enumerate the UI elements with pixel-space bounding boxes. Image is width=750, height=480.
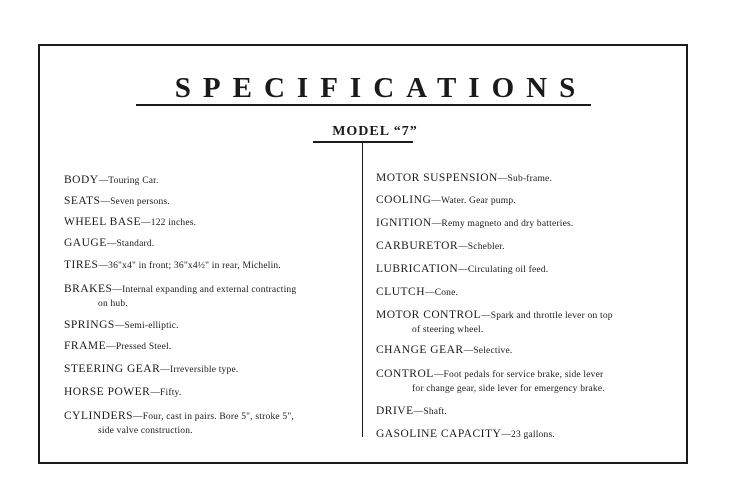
model-heading <box>0 124 750 140</box>
spec-desc: —Remy magneto and dry batteries. <box>431 219 574 229</box>
spec-continuation: side valve construction. <box>98 426 193 436</box>
spec-label: LUBRICATION <box>376 263 459 275</box>
spec-label: SPRINGS <box>64 319 115 331</box>
spec-label: WHEEL BASE <box>64 216 142 228</box>
spec-control <box>376 367 605 396</box>
spec-lubrication <box>376 262 548 277</box>
spec-desc: —Internal expanding and external contracting <box>112 285 297 295</box>
spec-desc: —Shaft. <box>413 407 447 417</box>
spec-steering-gear <box>64 362 238 377</box>
spec-label: CONTROL <box>376 368 434 380</box>
spec-gasoline-capacity <box>376 427 555 442</box>
spec-label: GAUGE <box>64 237 107 249</box>
title-underline <box>136 104 591 106</box>
spec-change-gear <box>376 343 513 358</box>
spec-seats <box>64 194 170 209</box>
spec-label: CARBURETOR <box>376 240 459 252</box>
spec-horse-power <box>64 385 181 400</box>
spec-label: BRAKES <box>64 283 113 295</box>
model-label: MODEL “7” <box>332 124 418 139</box>
spec-desc: —Irreversible type. <box>160 365 239 375</box>
spec-desc: —122 inches. <box>141 218 197 228</box>
spec-motor-suspension <box>376 171 552 186</box>
spec-desc: —Standard. <box>106 239 155 249</box>
spec-label: DRIVE <box>376 405 414 417</box>
spec-label: STEERING GEAR <box>64 363 161 375</box>
spec-desc: —Selective. <box>463 346 513 356</box>
spec-desc: —Cone. <box>425 288 459 298</box>
spec-label: CHANGE GEAR <box>376 344 464 356</box>
spec-desc: —23 gallons. <box>501 430 555 440</box>
spec-label: GASOLINE CAPACITY <box>376 428 502 440</box>
spec-desc: —Water. Gear pump. <box>431 196 516 206</box>
column-divider <box>362 143 363 437</box>
spec-body <box>64 173 159 188</box>
spec-desc: —36"x4" in front; 36"x4½" in rear, Michelin. <box>98 261 281 271</box>
spec-drive <box>376 404 447 419</box>
spec-label: MOTOR CONTROL <box>376 309 482 321</box>
spec-desc: —Foot pedals for service brake, side lever <box>433 370 604 380</box>
page-frame <box>38 44 688 464</box>
spec-desc: —Semi-elliptic. <box>114 321 179 331</box>
spec-desc: —Sub-frame. <box>497 174 553 184</box>
spec-ignition <box>376 216 573 231</box>
spec-label: TIRES <box>64 259 99 271</box>
spec-label: HORSE POWER <box>64 386 151 398</box>
spec-label: BODY <box>64 174 99 186</box>
spec-tires <box>64 258 281 273</box>
spec-desc: —Seven persons. <box>100 197 170 207</box>
spec-desc: —Four, cast in pairs. Bore 5", stroke 5", <box>133 412 294 422</box>
spec-carburetor <box>376 239 505 254</box>
spec-label: FRAME <box>64 340 107 352</box>
spec-cylinders <box>64 409 294 438</box>
model-underline <box>313 141 413 143</box>
spec-label: SEATS <box>64 195 101 207</box>
spec-cooling <box>376 193 516 208</box>
spec-desc: —Circulating oil feed. <box>458 265 549 275</box>
spec-label: MOTOR SUSPENSION <box>376 172 498 184</box>
spec-springs <box>64 318 179 333</box>
spec-continuation: of steering wheel. <box>412 325 484 335</box>
spec-label: CLUTCH <box>376 286 425 298</box>
spec-motor-control <box>376 308 613 337</box>
spec-continuation: on hub. <box>98 299 128 309</box>
spec-brakes <box>64 282 296 311</box>
spec-desc: —Touring Car. <box>98 176 159 186</box>
spec-label: COOLING <box>376 194 432 206</box>
page-title: SPECIFICATIONS <box>174 72 588 104</box>
spec-continuation: for change gear, side lever for emergency brake. <box>412 384 605 394</box>
spec-frame <box>64 339 171 354</box>
spec-desc: —Pressed Steel. <box>106 342 172 352</box>
spec-desc: —Spark and throttle lever on top <box>481 311 613 321</box>
spec-label: CYLINDERS <box>64 410 134 422</box>
spec-clutch <box>376 285 458 300</box>
spec-label: IGNITION <box>376 217 432 229</box>
spec-wheel-base <box>64 215 196 230</box>
spec-desc: —Fifty. <box>150 388 182 398</box>
spec-gauge <box>64 236 154 251</box>
spec-desc: —Schebler. <box>458 242 505 252</box>
